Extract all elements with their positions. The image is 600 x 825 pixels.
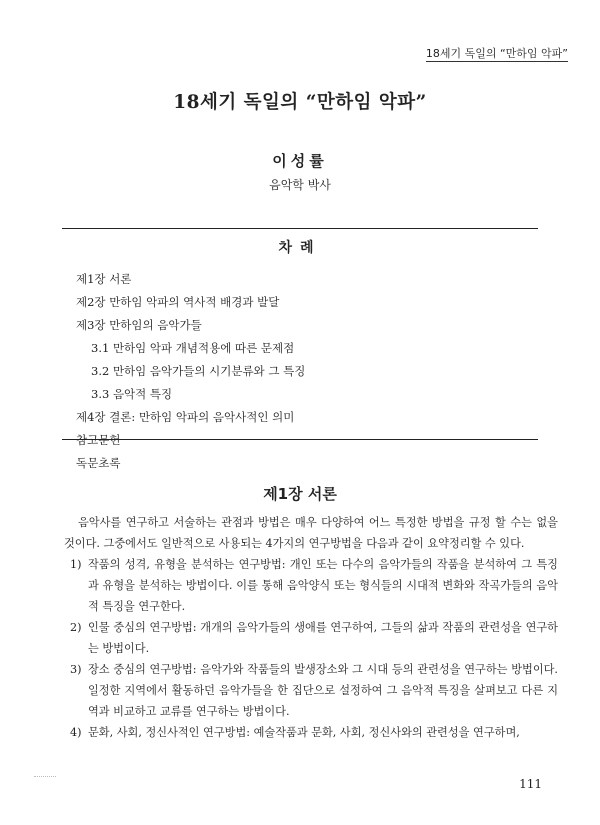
list-number: 1) (70, 558, 82, 571)
list-text: 작품의 성격, 유형을 분석하는 연구방법: 개인 또는 다수의 음악가들의 작품을 분석하여 그 특징과 유형을 분석하는 방법이다. 이를 통해 음악양식 또는 형식들의 시대적 변화와 작곡가들의 음악적 특징을 연구한다. (88, 558, 558, 613)
list-text: 장소 중심의 연구방법: 음악가와 작품들의 발생장소와 그 시대 등의 관련성을 연구하는 방법이다. 일정한 지역에서 활동하던 음악가들을 한 집단으로 설정하여 그 음악적 특징을 살펴보고 다른 지역과 비교하고 교류를 연구하는 방법이다. (88, 663, 558, 718)
list-item (64, 617, 558, 659)
list-number: 4) (70, 726, 82, 739)
toc-item: 참고문헌 (76, 433, 121, 447)
list-item (64, 554, 558, 617)
toc-item: 제3장 만하임의 음악가들 (76, 318, 202, 332)
page-number: 111 (519, 777, 542, 791)
toc-top-rule (62, 228, 538, 229)
page-title: 18세기 독일의 “만하임 악파” (173, 92, 427, 113)
toc-item: 제2장 만하임 악파의 역사적 배경과 발달 (76, 295, 280, 309)
toc-item: 제4장 결론: 만하임 악파의 음악사적인 의미 (76, 410, 295, 424)
intro-paragraph: 음악사를 연구하고 서술하는 관점과 방법은 매우 다양하여 어느 특정한 방법을 규정 할 수는 없을 것이다. 그중에서도 일반적으로 사용되는 4가지의 연구방법을 다음과 같이 요약정리할 수 있다. (64, 516, 558, 550)
author-name: 이성률 (272, 152, 328, 170)
scan-artifact (34, 776, 56, 777)
toc-subitem: 3.1 만하임 악파 개념적용에 따른 문제점 (91, 341, 295, 355)
section-heading: 제1장 서론 (263, 485, 337, 503)
list-text: 인물 중심의 연구방법: 개개의 음악가들의 생애를 연구하여, 그들의 삶과 작품의 관련성을 연구하는 방법이다. (88, 621, 558, 655)
toc-subitem: 3.3 음악적 특징 (91, 387, 173, 401)
table-of-contents (76, 268, 305, 475)
toc-bottom-rule (62, 439, 538, 440)
section-body (64, 512, 558, 743)
author-credential: 음악학 박사 (269, 178, 331, 192)
list-number: 3) (70, 663, 82, 676)
toc-heading: 차례 (278, 240, 322, 256)
list-text: 문화, 사회, 정신사적인 연구방법: 예술작품과 문화, 사회, 정신사와의 관련성을 연구하며, (88, 726, 520, 739)
toc-item: 독문초록 (76, 456, 121, 470)
toc-item: 제1장 서론 (76, 272, 132, 286)
list-item (64, 659, 558, 722)
toc-subitem: 3.2 만하임 음악가들의 시기분류와 그 특징 (91, 364, 306, 378)
list-item (64, 722, 558, 743)
list-number: 2) (70, 621, 82, 634)
research-methods-list (64, 554, 558, 743)
header-rule (426, 61, 568, 62)
running-header: 18세기 독일의 “만하임 악파” (425, 47, 568, 60)
